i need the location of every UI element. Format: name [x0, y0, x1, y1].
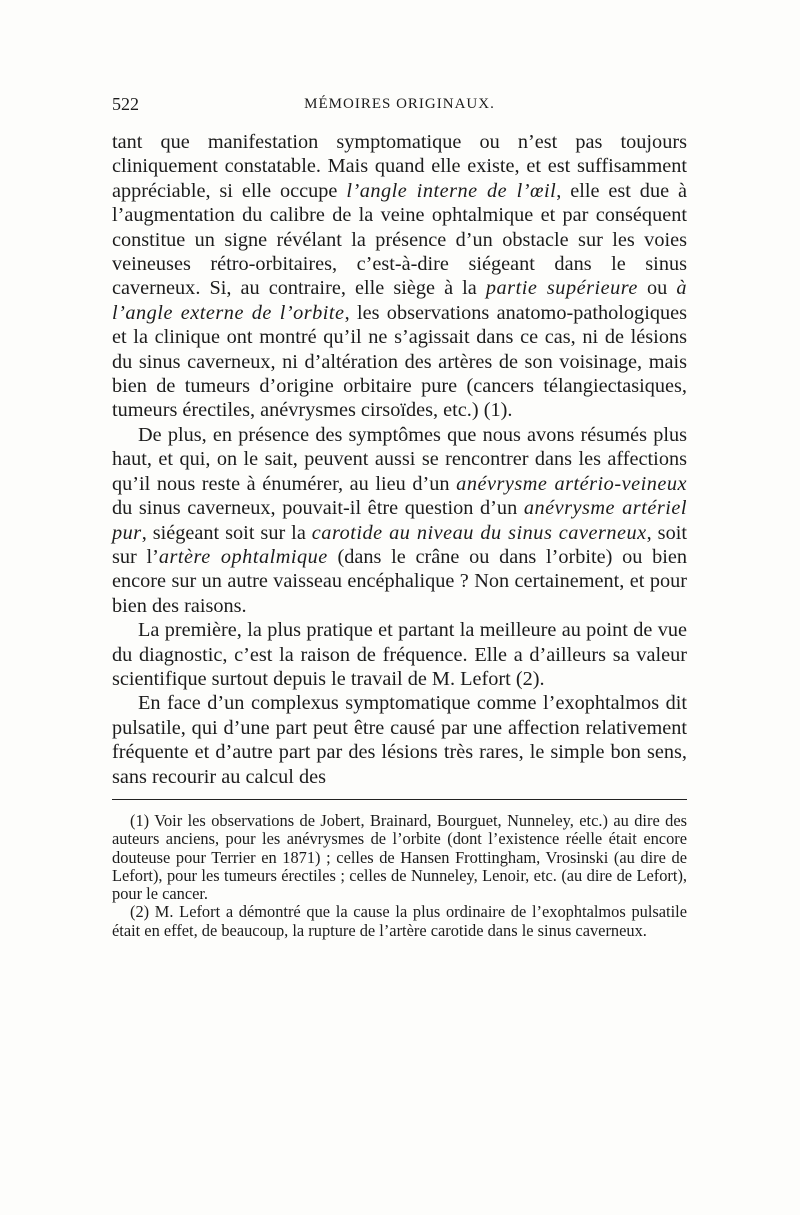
- page-header: [112, 94, 687, 120]
- footnotes: [112, 812, 687, 940]
- italic-run: anévrysme artériel pur: [112, 497, 687, 544]
- book-page: [112, 94, 687, 940]
- italic-run: l’angle interne de l’œil: [346, 179, 557, 202]
- text-run: , siégeant soit sur la: [141, 521, 312, 544]
- paragraph-3: La première, la plus pratique et partant la meilleure au point de vue du diagnostic, c’est la raison de fréquence. Elle a d’ailleurs sa valeur scientifique surtout depuis le travail de M. Lefort (2).: [112, 619, 687, 690]
- footnote-1: (1) Voir les observations de Jobert, Brainard, Bourguet, Nunneley, etc.) au dire des auteurs anciens, pour les anévrysmes de l’orbite (dont l’existence réelle était encore douteuse pour Terrier en 1871) ; celles de Hansen Frottingham, Vrosinski (au dire de Lefort), pour les tumeurs érectiles ; celles de Nunneley, Lenoir, etc. (au dire de Lefort), pour le cancer.: [112, 810, 687, 904]
- text-run: , les observations anatomo-pathologiques et la clinique ont montré qu’il ne s’agissait dans ce cas, ni de lésions du sinus caverneux, ni d’altération des artères de son voisinage, mais bien de tumeurs d’origine orbitaire pure (cancers télangiectasiques, tumeurs érectiles, anévrysmes cirsoïdes, etc.) (1).: [112, 301, 688, 422]
- italic-run: à l’angle externe de l’orbite: [112, 277, 687, 324]
- text-run: ou: [637, 277, 677, 300]
- text-run: (dans le crâne ou dans l’orbite) ou bien encore sur un autre vaisseau encéphalique ? Non certainement, et pour bien des raisons.: [112, 545, 688, 617]
- italic-run: carotide au niveau du sinus caverneux: [311, 521, 647, 544]
- italic-run: anévrysme artério-veineux: [456, 472, 687, 495]
- italic-run: artère ophtalmique: [158, 545, 328, 568]
- text-run: De plus, en présence des symptômes que nous avons résumés plus haut, et qui, on le sait, peuvent aussi se rencontrer dans les affections qu’il nous reste à énumérer, au lieu d’un: [112, 423, 687, 495]
- body-text: [112, 130, 687, 789]
- text-run: tant que manifestation symptomatique ou n’est pas toujours cliniquement constatable. Mais quand elle existe, et est suffisamment appréciable, si elle occupe: [112, 131, 687, 202]
- paragraph-1: [112, 130, 687, 423]
- paragraph-2: [112, 423, 687, 618]
- paragraph-4: En face d’un complexus symptomatique comme l’exophtalmos dit pulsatile, qui d’une part peut être causé par une affection relativement fréquente et d’autre part par des lésions très rares, le simple bon sens, sans recourir au calcul des: [112, 692, 687, 788]
- text-run: , soit sur l’: [112, 521, 687, 568]
- text-run: , elle est due à l’augmentation du calibre de la veine ophtalmique et par conséquent constitue un signe révélant la présence d’un obstacle sur les voies veineuses rétro-orbitaires, c’est-à-dire siégeant dans le sinus caverneux. Si, au contraire, elle siège à la: [112, 179, 687, 300]
- page-number: 522: [112, 94, 139, 114]
- footnote-rule: [112, 799, 687, 800]
- text-run: du sinus caverneux, pouvait-il être question d’un: [112, 497, 524, 520]
- running-title: MÉMOIRES ORIGINAUX.: [304, 96, 495, 112]
- italic-run: partie supérieure: [485, 277, 638, 300]
- footnote-2: (2) M. Lefort a démontré que la cause la plus ordinaire de l’exophtalmos pulsatile était en effet, de beaucoup, la rupture de l’artère carotide dans le sinus caverneux.: [112, 902, 687, 940]
